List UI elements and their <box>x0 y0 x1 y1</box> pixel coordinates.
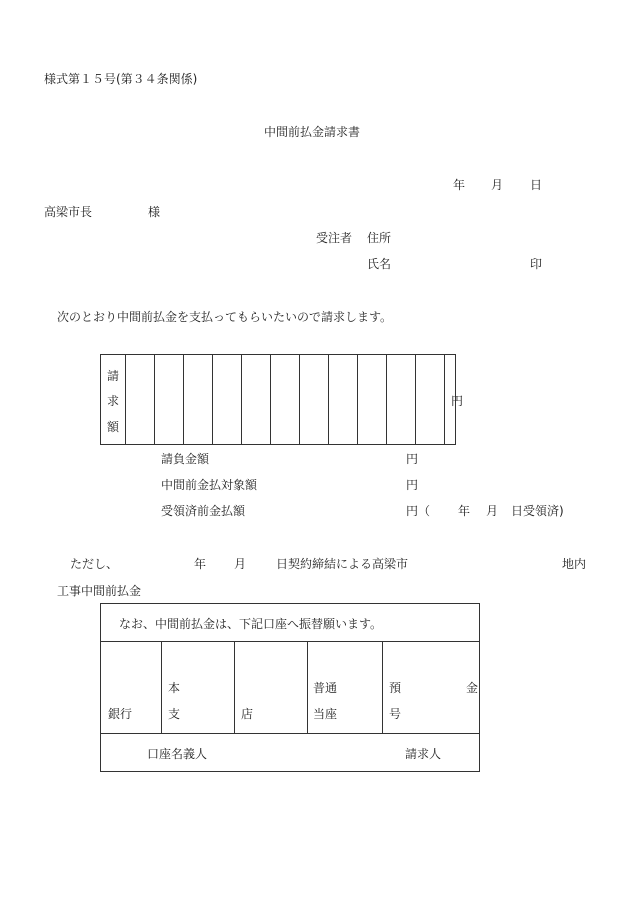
branch-sub-label: 支 <box>168 707 181 721</box>
amount-unit-cell <box>445 355 464 445</box>
amount-digit-cell[interactable] <box>416 355 445 445</box>
account-holder-label: 口座名義人 <box>147 747 208 761</box>
bank-note: なお、中間前払金は、下記口座へ振替願います。 <box>119 617 383 631</box>
amount-box <box>100 354 464 445</box>
name-label: 氏名 <box>367 257 392 271</box>
account-number-label: 号 <box>389 707 402 721</box>
date-day: 日 <box>530 178 543 192</box>
contract-amount-label: 請負金額 <box>161 452 210 466</box>
bank-account-box <box>100 603 480 772</box>
received-advance-unit: 円（ <box>406 504 431 518</box>
interim-target-label: 中間前金払対象額 <box>161 478 258 492</box>
received-day: 日受領済) <box>511 504 564 518</box>
store-label: 店 <box>241 707 254 721</box>
amount-digit-cell[interactable] <box>271 355 300 445</box>
holder-row[interactable] <box>101 734 480 772</box>
seal-mark: 印 <box>530 257 543 271</box>
addressee-name: 高梁市長 <box>44 205 93 219</box>
contractor-role: 受注者 <box>316 231 353 245</box>
date-year: 年 <box>453 178 466 192</box>
amount-digit-cell[interactable] <box>242 355 271 445</box>
addressee-honorific: 様 <box>148 205 161 219</box>
amount-digit-cell[interactable] <box>329 355 358 445</box>
amount-digit-cell[interactable] <box>300 355 329 445</box>
amount-digit-cell[interactable] <box>358 355 387 445</box>
branch-name-cell[interactable] <box>235 642 308 734</box>
proviso-prefix: ただし、 <box>70 557 119 571</box>
branch-main-label: 本 <box>168 681 181 695</box>
interim-target-unit: 円 <box>406 478 419 492</box>
bank-note-cell <box>101 604 480 642</box>
received-month: 月 <box>486 504 499 518</box>
amount-label-char-1: 請 <box>107 369 120 383</box>
proviso-month: 月 <box>234 557 247 571</box>
account-type-ordinary: 普通 <box>313 681 338 695</box>
amount-label-char-3: 額 <box>107 420 120 434</box>
amount-label-cell <box>101 355 126 445</box>
deposit-label-right: 金 <box>466 681 479 695</box>
date-month: 月 <box>491 178 504 192</box>
proviso-year: 年 <box>194 557 207 571</box>
bank-label: 銀行 <box>108 707 133 721</box>
account-type-current: 当座 <box>313 707 338 721</box>
branch-type-cell[interactable] <box>162 642 235 734</box>
form-title: 中間前払金請求書 <box>264 125 361 139</box>
amount-unit: 円 <box>451 394 464 408</box>
bank-name-cell[interactable] <box>101 642 162 734</box>
amount-digit-cell[interactable] <box>387 355 416 445</box>
proviso-area-suffix: 地内 <box>562 557 587 571</box>
intro-text: 次のとおり中間前払金を支払ってもらいたいので請求します。 <box>57 310 393 324</box>
amount-label-char-2: 求 <box>107 394 120 408</box>
amount-digit-cell[interactable] <box>126 355 155 445</box>
amount-digit-cell[interactable] <box>213 355 242 445</box>
amount-digit-cell[interactable] <box>184 355 213 445</box>
account-number-cell[interactable] <box>383 642 480 734</box>
account-type-cell[interactable] <box>308 642 383 734</box>
deposit-label-left: 預 <box>389 681 402 695</box>
address-label: 住所 <box>367 231 392 245</box>
proviso-contract-text: 日契約締結による高梁市 <box>276 557 409 571</box>
form-number: 様式第１５号(第３４条関係) <box>44 72 198 86</box>
proviso-line2: 工事中間前払金 <box>57 584 142 598</box>
amount-digit-cell[interactable] <box>155 355 184 445</box>
contract-amount-unit: 円 <box>406 452 419 466</box>
received-year: 年 <box>458 504 471 518</box>
requester-label: 請求人 <box>405 747 442 761</box>
received-advance-label: 受領済前金払額 <box>161 504 246 518</box>
